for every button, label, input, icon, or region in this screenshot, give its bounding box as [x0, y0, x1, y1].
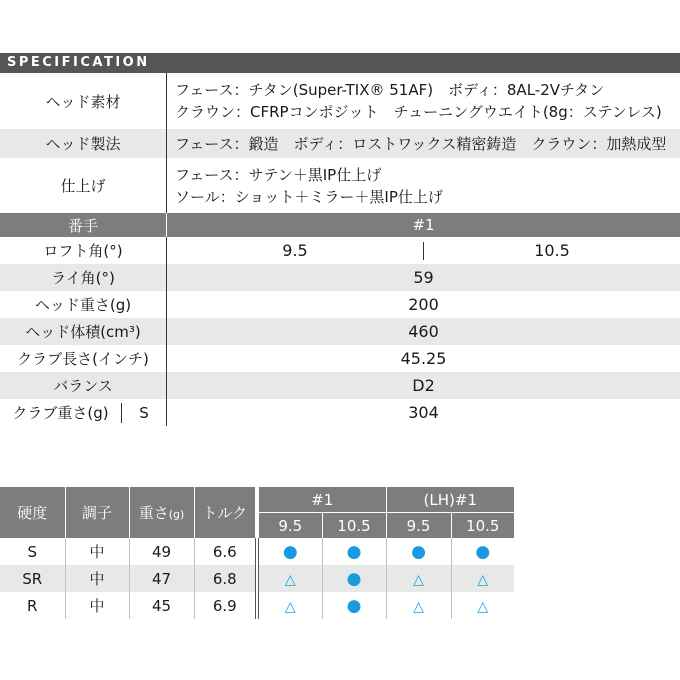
shaft-header-weight-text: 重さ — [138, 504, 169, 522]
shaft-flex: S — [27, 542, 38, 561]
length-value: 45.25 — [400, 349, 447, 368]
shaft-header-weight — [129, 487, 194, 538]
mark-icon: △ — [284, 571, 296, 588]
shaft-header-group-1: #1 — [257, 487, 386, 513]
number-label: 番手 — [0, 213, 167, 237]
balance-value: D2 — [167, 372, 680, 399]
shaft-sub-3: 9.5 — [386, 513, 451, 539]
finish-line2: ソール：ショット＋ミラー＋黒IP仕上げ — [175, 187, 443, 206]
spec-row-length — [0, 345, 680, 372]
shaft-sub-1: 9.5 — [257, 513, 322, 539]
shaft-kick: 中 — [65, 565, 129, 592]
club-weight-label-cell — [0, 399, 167, 426]
table-row — [0, 538, 514, 565]
mark-icon: △ — [477, 598, 489, 615]
shaft-torque: 6.6 — [194, 538, 257, 565]
finish-label: 仕上げ — [0, 158, 167, 213]
mark-cell — [386, 538, 451, 565]
shaft-weight: 47 — [129, 565, 194, 592]
number-value: #1 — [167, 213, 680, 237]
mark-cell — [322, 538, 386, 565]
volume-value: 460 — [167, 318, 680, 345]
table-row — [0, 592, 514, 619]
mark-cell — [257, 592, 322, 619]
head-weight-label: ヘッド重さ(g) — [0, 291, 167, 318]
mark-icon: ● — [411, 541, 426, 562]
spec-row-volume — [0, 318, 680, 345]
shaft-table — [0, 487, 514, 619]
material-value — [167, 73, 680, 129]
shaft-sub-2: 10.5 — [322, 513, 386, 539]
spec-row-material — [0, 73, 680, 129]
spec-header: SPECIFICATION — [0, 53, 680, 73]
mark-cell — [451, 538, 514, 565]
shaft-flex: SR — [0, 565, 65, 592]
loft-value-a: 9.5 — [282, 241, 308, 260]
table-row — [0, 565, 514, 592]
balance-label: バランス — [0, 372, 167, 399]
mark-cell — [257, 538, 322, 565]
shaft-header-row-1 — [0, 487, 514, 513]
spec-table — [0, 73, 680, 426]
mark-icon: ● — [346, 595, 362, 616]
mark-cell — [322, 565, 386, 592]
mark-cell — [322, 592, 386, 619]
shaft-header-flex: 硬度 — [0, 487, 65, 538]
shaft-weight: 49 — [129, 538, 194, 565]
shaft-torque: 6.9 — [194, 592, 257, 619]
spec-row-loft — [0, 237, 680, 264]
mark-cell — [386, 565, 451, 592]
shaft-header-group-2: (LH)#1 — [386, 487, 514, 513]
shaft-kick: 中 — [65, 538, 129, 565]
finish-line1: フェース：サテン＋黒IP仕上げ — [175, 165, 382, 184]
method-value: フェース：鍛造 ボディ：ロストワックス精密鋳造 クラウン：加熱成型 — [167, 129, 680, 158]
shaft-kick: 中 — [65, 592, 129, 619]
spec-row-balance — [0, 372, 680, 399]
lie-value: 59 — [167, 264, 680, 291]
material-line2: クラウン：CFRPコンポジット チューニングウエイト(8g：ステンレス) — [175, 103, 662, 121]
mark-icon: ● — [346, 541, 362, 562]
mark-icon: ● — [346, 568, 362, 589]
shaft-weight: 45 — [129, 592, 194, 619]
shaft-torque: 6.8 — [194, 565, 257, 592]
mark-icon: △ — [284, 598, 296, 615]
loft-values — [167, 237, 680, 264]
mark-cell — [451, 592, 514, 619]
mark-icon: △ — [413, 571, 424, 588]
loft-label: ロフト角(°) — [0, 237, 167, 264]
shaft-flex: R — [27, 596, 38, 615]
loft-value-b: 10.5 — [534, 241, 570, 260]
mark-cell — [386, 592, 451, 619]
mark-icon: △ — [477, 571, 489, 588]
shaft-sub-4: 10.5 — [451, 513, 514, 539]
club-weight-label: クラブ重さ(g) — [12, 404, 109, 422]
spec-row-head-weight — [0, 291, 680, 318]
mark-icon: ● — [282, 541, 298, 562]
shaft-header-torque: トルク — [194, 487, 257, 538]
finish-value — [167, 158, 680, 213]
spec-row-lie — [0, 264, 680, 291]
spec-row-finish — [0, 158, 680, 213]
head-weight-value: 200 — [408, 295, 439, 314]
mark-cell — [257, 565, 322, 592]
spec-row-number — [0, 213, 680, 237]
shaft-header-weight-unit: (g) — [168, 508, 185, 521]
material-line1: フェース：チタン(Super-TIX® 51AF) ボディ：8AL-2Vチタン — [175, 81, 605, 99]
lie-label: ライ角(°) — [0, 264, 167, 291]
club-weight-value: 304 — [408, 403, 439, 422]
mark-icon: ● — [475, 541, 491, 562]
mark-cell — [451, 565, 514, 592]
method-label: ヘッド製法 — [0, 129, 167, 158]
length-label: クラブ長さ(インチ) — [0, 345, 167, 372]
material-label: ヘッド素材 — [0, 73, 167, 129]
club-weight-flex: S — [139, 403, 149, 422]
shaft-header-kick: 調子 — [65, 487, 129, 538]
spec-row-club-weight — [0, 399, 680, 426]
spec-row-method — [0, 129, 680, 158]
volume-label: ヘッド体積(cm³) — [0, 318, 167, 345]
mark-icon: △ — [413, 598, 424, 615]
